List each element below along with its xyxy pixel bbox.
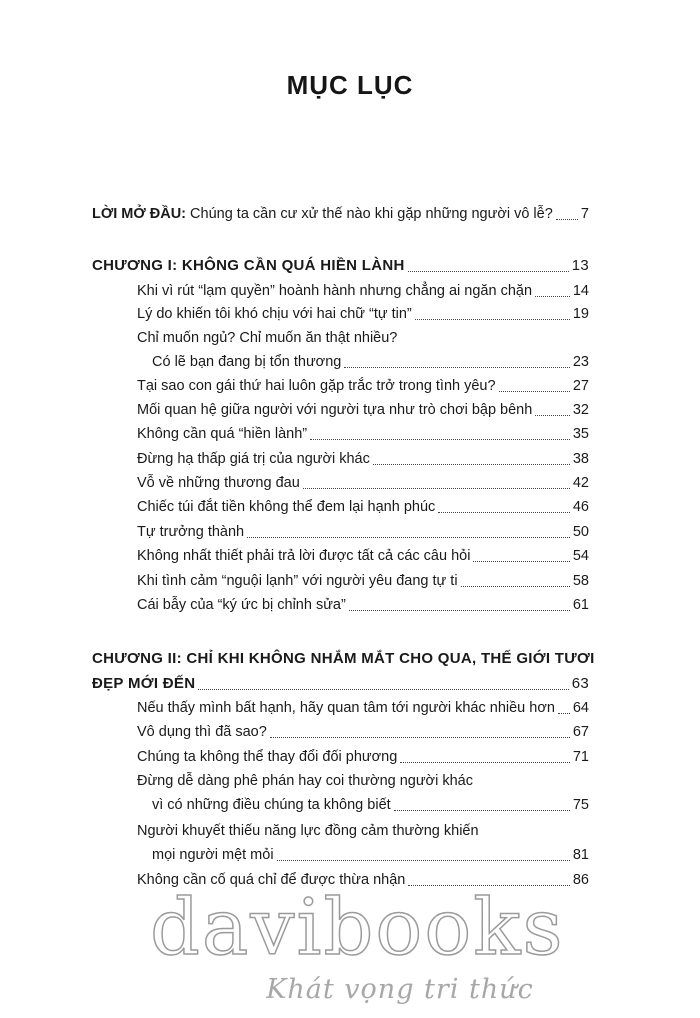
- entry-title: Khi tình cảm “nguội lạnh” với người yêu đang tự ti: [137, 573, 458, 589]
- toc-entry: [137, 522, 589, 542]
- page-number: 14: [572, 283, 589, 299]
- dot-leader: [198, 689, 568, 690]
- entry-title: Vỗ về những thương đau: [137, 475, 300, 491]
- entry-title: Mối quan hệ giữa người với người tựa như trò chơi bập bênh: [137, 402, 533, 418]
- chapter-1-heading: [92, 256, 589, 276]
- watermark-brand: davibooks: [150, 883, 565, 973]
- page-number: 23: [572, 354, 589, 370]
- entry-title: Tại sao con gái thứ hai luôn gặp trắc trở trong tình yêu?: [137, 378, 496, 394]
- chapter-2-heading: [92, 674, 589, 694]
- toc-entry: [137, 546, 589, 566]
- page-number: 13: [571, 257, 589, 274]
- toc-entry: [137, 449, 589, 469]
- page-number: 61: [572, 597, 589, 613]
- intro-label: LỜI MỞ ĐẦU:: [92, 206, 187, 222]
- entry-title: Có lẽ bạn đang bị tổn thương: [152, 354, 342, 370]
- dot-leader: [558, 713, 570, 714]
- dot-leader: [270, 737, 570, 738]
- toc-entry: [137, 304, 589, 324]
- page-number: 81: [572, 847, 589, 863]
- toc-entry: [152, 845, 589, 865]
- entry-title: Vô dụng thì đã sao?: [137, 724, 267, 740]
- dot-leader: [344, 367, 570, 368]
- toc-entry: [137, 473, 589, 493]
- toc-entry: [137, 571, 589, 591]
- toc-entry: [137, 281, 589, 301]
- page-number: 50: [572, 524, 589, 540]
- entry-title-line: Chỉ muốn ngủ? Chỉ muốn ăn thật nhiều?: [137, 330, 398, 346]
- dot-leader: [310, 439, 570, 440]
- page-number: 46: [572, 499, 589, 515]
- dot-leader: [473, 561, 569, 562]
- page-number: 38: [572, 451, 589, 467]
- dot-leader: [556, 219, 578, 220]
- toc-entry: [137, 400, 589, 420]
- page-number: 75: [572, 797, 589, 813]
- page-number: 67: [572, 724, 589, 740]
- entry-title: Chúng ta không thể thay đổi đối phương: [137, 749, 398, 765]
- dot-leader: [400, 762, 570, 763]
- entry-title: Lý do khiến tôi khó chịu với hai chữ “tự tin”: [137, 306, 412, 322]
- entry-title: vì có những điều chúng ta không biết: [152, 797, 391, 813]
- page-number: 63: [571, 675, 589, 692]
- entry-title-line: Đừng dễ dàng phê phán hay coi thường người khác: [137, 773, 473, 789]
- page-number: 35: [572, 426, 589, 442]
- entry-title: mọi người mệt mỏi: [152, 847, 274, 863]
- dot-leader: [373, 464, 570, 465]
- entry-title: Nếu thấy mình bất hạnh, hãy quan tâm tới người khác nhiều hơn: [137, 700, 555, 716]
- dot-leader: [277, 860, 570, 861]
- chapter-2-heading-line1: CHƯƠNG II: CHỈ KHI KHÔNG NHẮM MẮT CHO QUA, THẾ GIỚI TƯƠI: [92, 650, 595, 667]
- entry-title-line: Người khuyết thiếu năng lực đồng cảm thường khiến: [137, 823, 479, 839]
- dot-leader: [415, 319, 570, 320]
- dot-leader: [438, 512, 570, 513]
- page-number: 42: [572, 475, 589, 491]
- entry-title: Cái bẫy của “ký ức bị chỉnh sửa”: [137, 597, 346, 613]
- dot-leader: [303, 488, 570, 489]
- toc-entry: [137, 424, 589, 444]
- dot-leader: [394, 810, 570, 811]
- toc-entry: [137, 595, 589, 615]
- entry-title: Không cần quá “hiền lành”: [137, 426, 308, 442]
- watermark-slogan: Khát vọng tri thức: [266, 974, 534, 1005]
- entry-title: Khi vì rút “lạm quyền” hoành hành nhưng chẳng ai ngăn chặn: [137, 283, 533, 299]
- page-number: 54: [572, 548, 589, 564]
- chapter-title: CHƯƠNG I: KHÔNG CẦN QUÁ HIỀN LÀNH: [92, 257, 405, 274]
- entry-title: Chiếc túi đắt tiền không thể đem lại hạnh phúc: [137, 499, 436, 515]
- toc-entry: [137, 698, 589, 718]
- page-number: 71: [572, 749, 589, 765]
- entry-title: Đừng hạ thấp giá trị của người khác: [137, 451, 370, 467]
- dot-leader: [461, 586, 570, 587]
- entry-title: Không cần cố quá chỉ để được thừa nhận: [137, 872, 406, 888]
- dot-leader: [535, 415, 570, 416]
- dot-leader: [349, 610, 570, 611]
- toc-entry: [152, 352, 589, 372]
- page-number: 58: [572, 573, 589, 589]
- toc-intro: [92, 204, 589, 224]
- page-number: 86: [572, 872, 589, 888]
- page-number: 64: [572, 700, 589, 716]
- dot-leader: [535, 296, 570, 297]
- intro-text: Chúng ta cần cư xử thế nào khi gặp những người vô lễ?: [186, 206, 553, 222]
- toc-entry: [137, 497, 589, 517]
- entry-title: Tự trưởng thành: [137, 524, 245, 540]
- dot-leader: [408, 271, 569, 272]
- toc-entry: [137, 376, 589, 396]
- page-number: 27: [572, 378, 589, 394]
- toc-entry: [152, 795, 589, 815]
- toc-entry: [137, 747, 589, 767]
- entry-title: Không nhất thiết phải trả lời được tất cả các câu hỏi: [137, 548, 471, 564]
- page-number: 19: [572, 306, 589, 322]
- chapter-title: ĐẸP MỚI ĐẾN: [92, 675, 196, 692]
- page-number: 32: [572, 402, 589, 418]
- page-number: 7: [580, 206, 589, 222]
- dot-leader: [247, 537, 570, 538]
- page-title: MỤC LỤC: [286, 70, 414, 100]
- dot-leader: [499, 391, 570, 392]
- toc-entry: [137, 722, 589, 742]
